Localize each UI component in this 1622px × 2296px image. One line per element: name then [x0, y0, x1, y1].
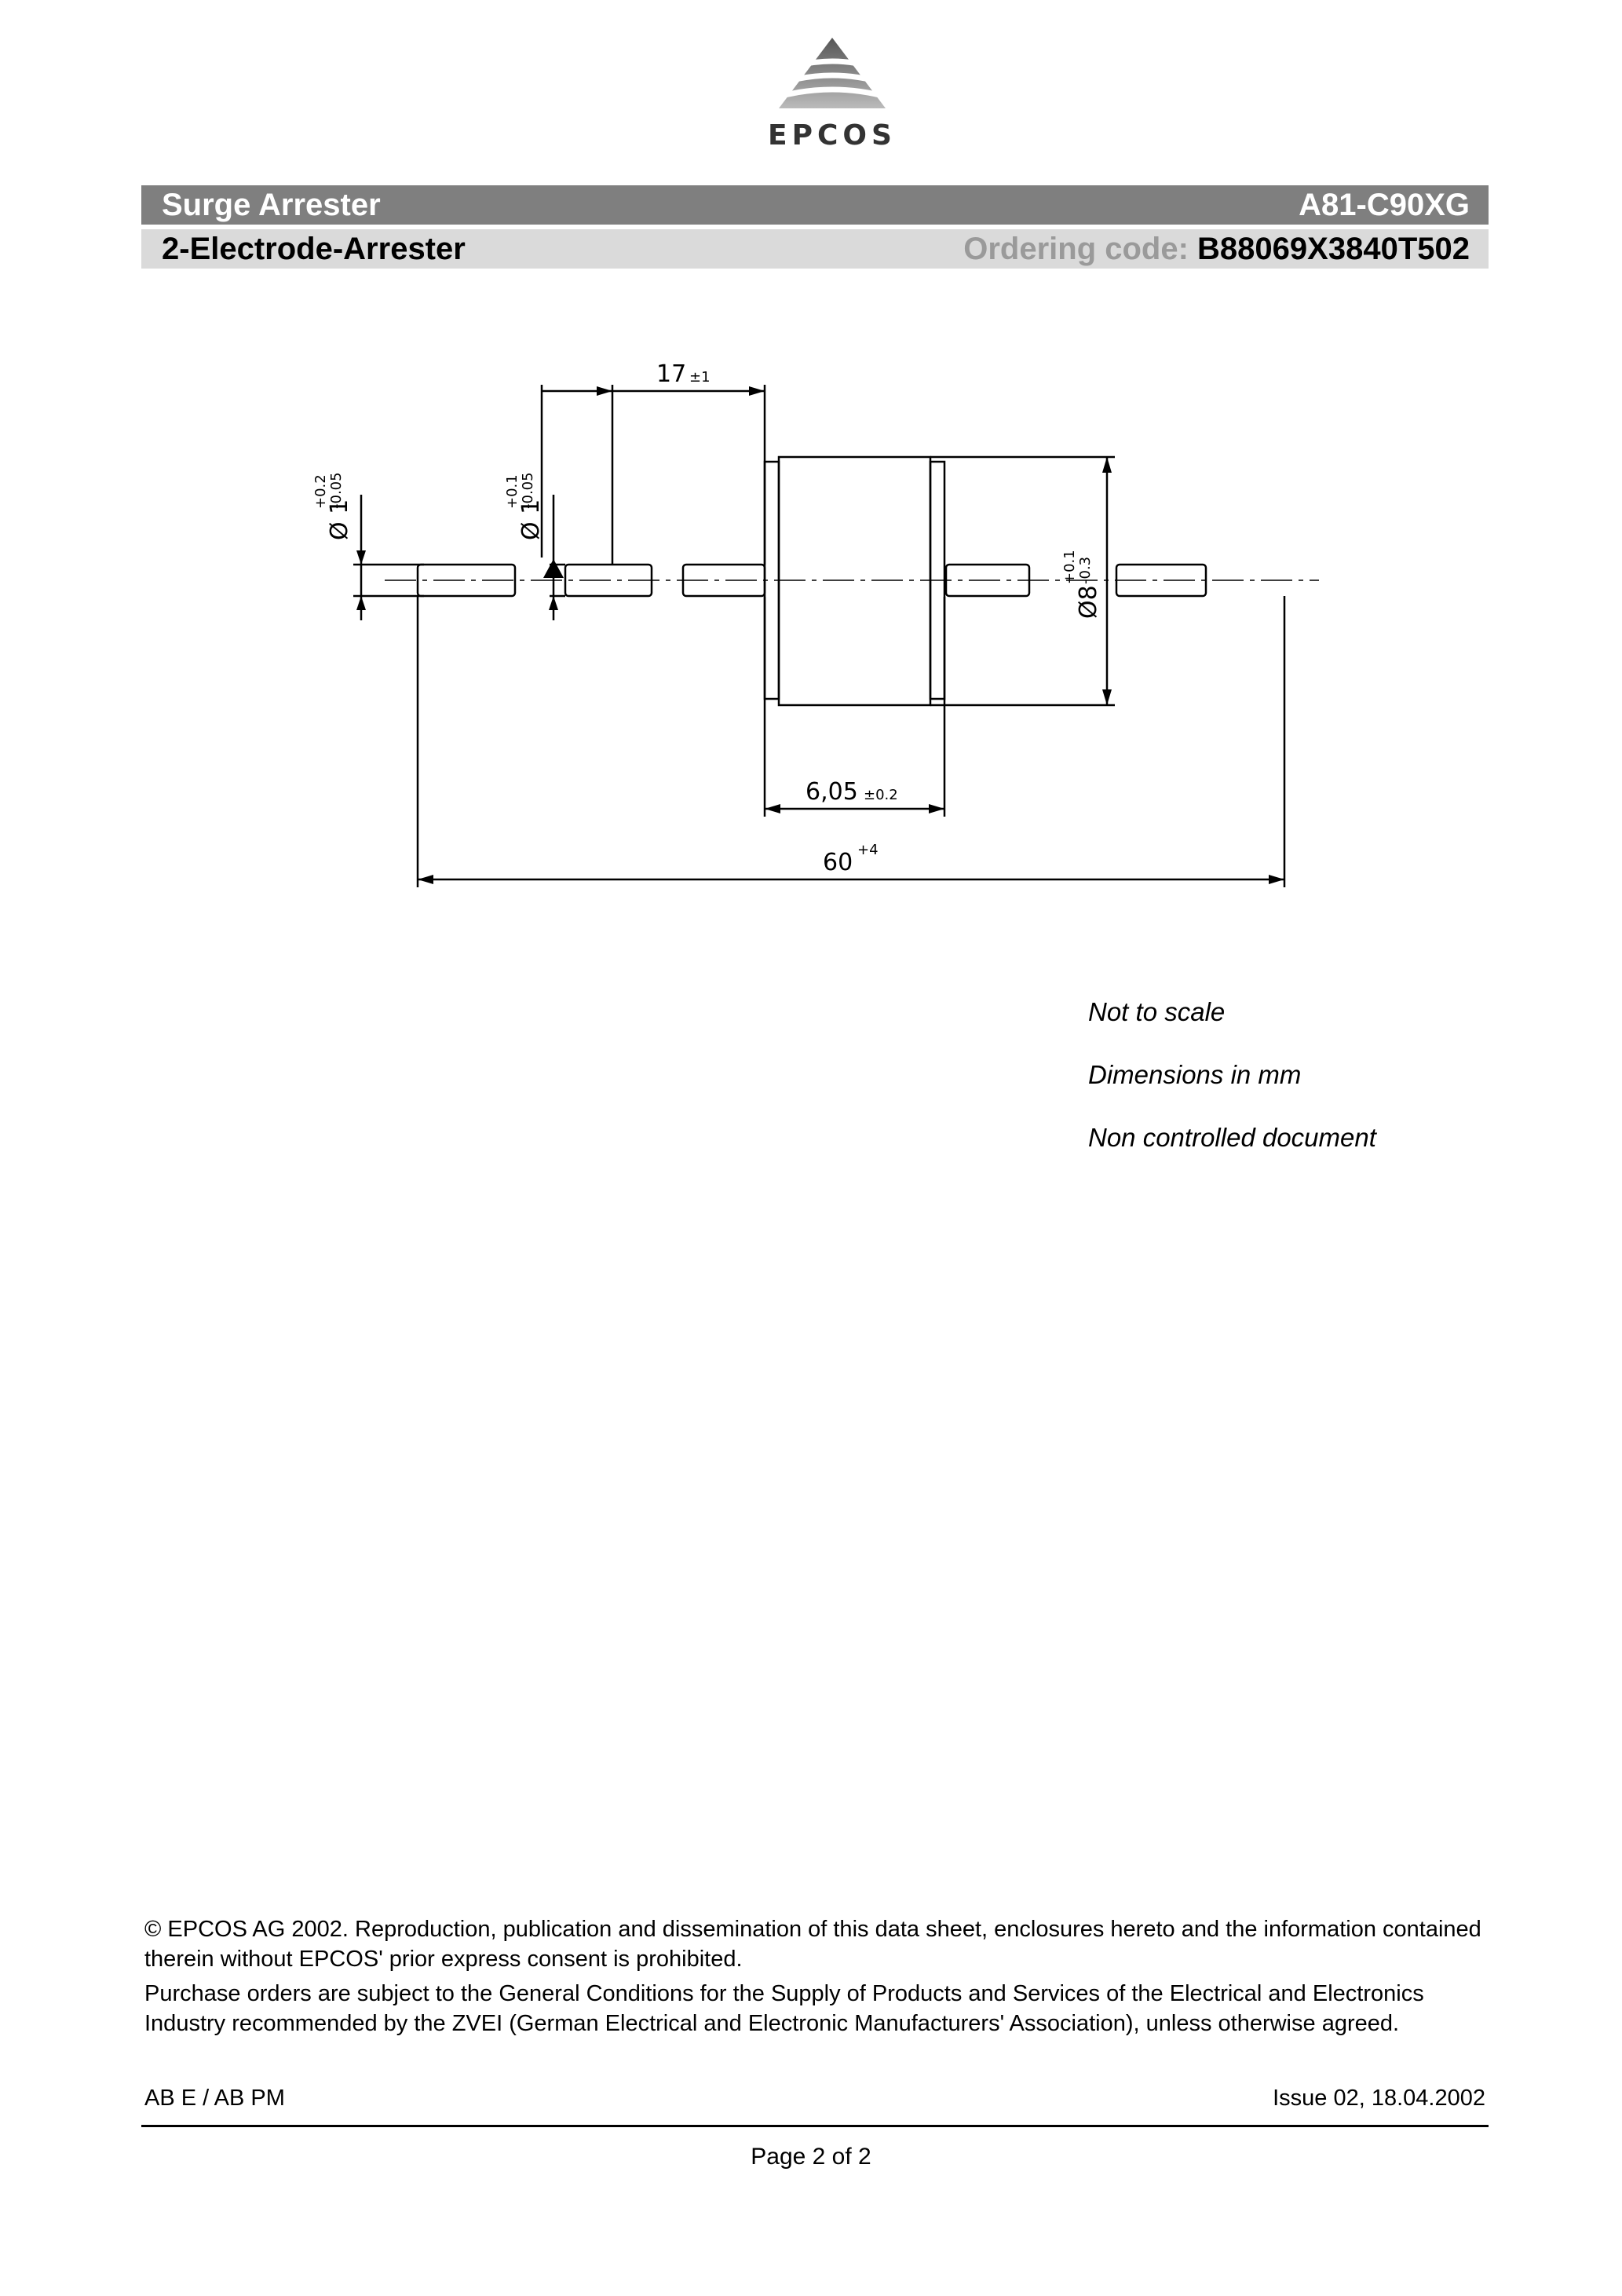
dim-body-length: 6,05: [806, 778, 858, 806]
product-family: Surge Arrester: [162, 188, 381, 222]
dim-lead-dia-left-tol-upper: +0.2: [312, 474, 329, 509]
footer-rule: [141, 2125, 1489, 2127]
ordering-code-label: Ordering code:: [963, 232, 1189, 266]
department: AB E / AB PM: [144, 2086, 285, 2111]
dim-lead-dia-left: Ø 1: [326, 499, 353, 540]
arrester-body: [779, 457, 930, 705]
dim-lead-dia-left-tol-lower: -0.05: [328, 472, 345, 509]
note-scale: Not to scale: [1088, 997, 1226, 1026]
dim-lead-dia-mid-tol-lower: -0.05: [520, 472, 536, 509]
ordering-code: B88069X3840T502: [1197, 232, 1470, 266]
dim-body-dia: Ø8: [1075, 585, 1102, 619]
copyright-text: © EPCOS AG 2002. Reproduction, publication and dissemination of this data sheet, enclosures hereto and the information contained therein without EPCOS' prior express consent is prohibited.: [144, 1917, 1481, 1972]
epcos-logo-mark: [754, 31, 911, 118]
drawing-notes: [1088, 997, 1376, 1186]
conditions-text: Purchase orders are subject to the General Conditions for the Supply of Products and Services of the Electrical and Electronics Industry recommended by the ZVEI (German Electrical and Electronic Manufacturers' Association), unless otherwise agreed.: [144, 1981, 1424, 2036]
subtitle-bar: [141, 229, 1489, 269]
legal-footer: [144, 1914, 1492, 2043]
dim-lead-dia-mid-tol-upper: +0.1: [504, 474, 521, 509]
dim-body-dia-tol-lower: -0.3: [1077, 556, 1094, 584]
dimension-drawing: [298, 338, 1350, 903]
dim-lead-dia-mid: Ø 1: [517, 499, 545, 540]
dim-body-length-tol: ±0.2: [864, 787, 898, 803]
dim-lead-length-tol: ±1: [689, 369, 711, 386]
epcos-logo: [754, 31, 911, 157]
note-units: Dimensions in mm: [1088, 1060, 1302, 1089]
part-number: A81-C90XG: [1299, 188, 1470, 222]
dim-body-dia-tol-upper: +0.1: [1061, 550, 1078, 584]
logo-text: EPCOS: [768, 119, 897, 152]
dim-total-length: 60: [823, 849, 853, 876]
dim-lead-length: 17: [656, 360, 687, 388]
dim-total-length-tol: +4: [857, 842, 879, 858]
title-bar: [141, 185, 1489, 225]
product-subtitle: 2-Electrode-Arrester: [162, 232, 466, 266]
note-control: Non controlled document: [1088, 1123, 1376, 1152]
page-number: Page 2 of 2: [751, 2144, 871, 2170]
ordering-code-block: [963, 232, 1470, 267]
issue-date: Issue 02, 18.04.2002: [1273, 2086, 1485, 2111]
